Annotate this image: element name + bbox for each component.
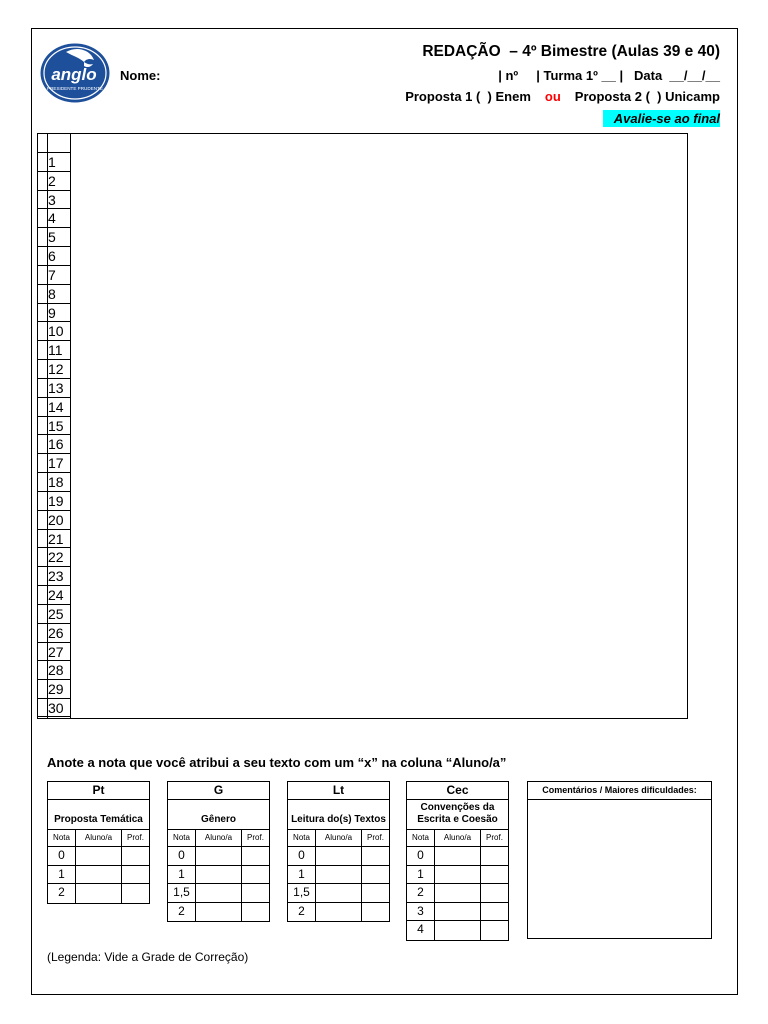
rubric-name: Proposta Temática — [48, 800, 149, 830]
line-number: 16 — [38, 434, 70, 453]
line-number: 14 — [38, 397, 70, 416]
line-number: 29 — [38, 679, 70, 698]
student-mark-cell — [196, 884, 242, 902]
grade-value: 1 — [168, 866, 196, 884]
line-number: 3 — [38, 190, 70, 209]
student-mark-cell — [196, 847, 242, 865]
teacher-mark-cell — [242, 884, 269, 902]
grade-value: 2 — [407, 884, 435, 902]
rubric-grade-row — [407, 903, 508, 922]
grade-value: 2 — [168, 903, 196, 922]
grade-value: 4 — [407, 921, 435, 940]
line-number: 17 — [38, 453, 70, 472]
student-mark-cell — [435, 884, 481, 902]
teacher-mark-cell — [362, 847, 389, 865]
line-number: 22 — [38, 547, 70, 566]
teacher-mark-cell — [362, 866, 389, 884]
rubric-grade-row — [168, 884, 269, 903]
line-number: 20 — [38, 510, 70, 529]
rubric-code: Pt — [48, 782, 149, 800]
rubric-code: Cec — [407, 782, 508, 800]
student-mark-cell — [196, 866, 242, 884]
line-number: 1 — [38, 152, 70, 171]
teacher-mark-cell — [122, 847, 149, 865]
student-mark-cell — [435, 847, 481, 865]
line-number: 7 — [38, 265, 70, 284]
proposal-2-option: Proposta 2 ( ) Unicamp — [574, 89, 720, 104]
grade-column-header: Nota — [288, 830, 316, 846]
line-number: 15 — [38, 416, 70, 435]
rubric-grade-row — [168, 903, 269, 922]
self-assess-note: Avalie-se ao final — [603, 110, 720, 127]
rubric-grade-row — [407, 866, 508, 885]
rubric-grade-row — [48, 884, 149, 903]
rubric-grade-row — [48, 847, 149, 866]
self-grading-instruction: Anote a nota que você atribui a seu texto com um “x” na coluna “Aluno/a” — [47, 755, 507, 770]
teacher-column-header: Prof. — [486, 833, 503, 842]
grade-column-header: Nota — [168, 830, 196, 846]
rubric-grade-row — [288, 903, 389, 922]
student-id-line: | nº | Turma 1º __ | Data __/__/__ — [498, 68, 720, 83]
teacher-mark-cell — [362, 903, 389, 922]
teacher-mark-cell — [481, 847, 508, 865]
rubric-code: G — [168, 782, 269, 800]
line-number: 27 — [38, 642, 70, 661]
rubric-table-lt — [287, 781, 390, 922]
student-column-header: Aluno/a — [196, 830, 242, 846]
teacher-mark-cell — [242, 866, 269, 884]
grade-value: 1,5 — [168, 884, 196, 902]
rubric-grade-row — [407, 921, 508, 940]
rubric-grade-row — [48, 866, 149, 885]
line-number: 11 — [38, 340, 70, 359]
rubric-grade-row — [288, 884, 389, 903]
teacher-mark-cell — [481, 903, 508, 921]
teacher-mark-cell — [242, 903, 269, 922]
grade-value: 2 — [48, 884, 76, 903]
grade-value: 1,5 — [288, 884, 316, 902]
student-column-header: Aluno/a — [76, 830, 122, 846]
grade-value: 1 — [48, 866, 76, 884]
rubric-grade-row — [168, 866, 269, 885]
teacher-mark-cell — [122, 866, 149, 884]
line-number: 13 — [38, 378, 70, 397]
student-mark-cell — [316, 866, 362, 884]
logo-subtext: PRESIDENTE PRUDENTE — [47, 86, 103, 91]
rubric-column-headers — [288, 830, 389, 847]
student-column-header: Aluno/a — [316, 830, 362, 846]
grade-value: 1 — [407, 866, 435, 884]
student-mark-cell — [76, 866, 122, 884]
line-number: 9 — [38, 303, 70, 322]
rubric-column-headers — [168, 830, 269, 847]
proposal-line — [405, 89, 720, 104]
grade-column-header: Nota — [48, 830, 76, 846]
page-title: REDAÇÃO – 4º Bimestre (Aulas 39 e 40) — [422, 43, 720, 60]
student-mark-cell — [76, 847, 122, 865]
grade-column-header: Nota — [407, 830, 435, 846]
rubric-grade-row — [407, 884, 508, 903]
student-mark-cell — [316, 847, 362, 865]
line-number: 18 — [38, 472, 70, 491]
line-number-column — [38, 134, 71, 718]
student-mark-cell — [76, 884, 122, 903]
teacher-column-header: Prof. — [127, 833, 144, 842]
student-column-header: Aluno/a — [435, 830, 481, 846]
line-number: 5 — [38, 227, 70, 246]
line-number: 24 — [38, 585, 70, 604]
legend-note: (Legenda: Vide a Grade de Correção) — [47, 950, 249, 964]
teacher-mark-cell — [122, 884, 149, 903]
rubric-table-cec — [406, 781, 509, 941]
rubric-name: Gênero — [168, 800, 269, 830]
student-mark-cell — [435, 921, 481, 940]
grade-value: 1 — [288, 866, 316, 884]
line-number: 19 — [38, 491, 70, 510]
rubric-grade-row — [407, 847, 508, 866]
teacher-column-header: Prof. — [367, 833, 384, 842]
grade-value: 0 — [407, 847, 435, 865]
rubric-table-pt — [47, 781, 150, 904]
line-number: 25 — [38, 604, 70, 623]
grade-value: 0 — [48, 847, 76, 865]
student-mark-cell — [316, 903, 362, 922]
line-number: 4 — [38, 208, 70, 227]
line-number: 12 — [38, 359, 70, 378]
student-mark-cell — [435, 903, 481, 921]
comments-label: Comentários / Maiores dificuldades: — [528, 782, 711, 800]
teacher-mark-cell — [481, 866, 508, 884]
teacher-column-header: Prof. — [247, 833, 264, 842]
student-mark-cell — [316, 884, 362, 902]
grade-value: 0 — [288, 847, 316, 865]
logo-text: anglo — [51, 65, 97, 84]
line-number: 21 — [38, 529, 70, 548]
line-number: 10 — [38, 321, 70, 340]
rubric-name: Convenções da Escrita e Coesão — [407, 800, 508, 830]
line-number: 28 — [38, 660, 70, 679]
rubric-grade-row — [288, 866, 389, 885]
line-number: 2 — [38, 171, 70, 190]
grade-value: 0 — [168, 847, 196, 865]
rubric-grade-row — [288, 847, 389, 866]
teacher-mark-cell — [481, 921, 508, 940]
line-number: 6 — [38, 246, 70, 265]
line-number: 23 — [38, 566, 70, 585]
comments-box — [527, 781, 712, 939]
proposal-1-option: Proposta 1 ( ) Enem — [405, 89, 531, 104]
writing-area — [37, 133, 688, 719]
or-separator: ou — [544, 89, 561, 104]
rubric-column-headers — [48, 830, 149, 847]
line-number: 30 — [38, 698, 70, 717]
teacher-mark-cell — [481, 884, 508, 902]
student-mark-cell — [435, 866, 481, 884]
line-number: 8 — [38, 284, 70, 303]
rubric-name: Leitura do(s) Textos — [288, 800, 389, 830]
grade-value: 2 — [288, 903, 316, 922]
teacher-mark-cell — [362, 884, 389, 902]
student-mark-cell — [196, 903, 242, 922]
anglo-logo-icon — [40, 43, 110, 103]
rubric-column-headers — [407, 830, 508, 847]
teacher-mark-cell — [242, 847, 269, 865]
line-number: 26 — [38, 623, 70, 642]
rubric-code: Lt — [288, 782, 389, 800]
rubric-grade-row — [168, 847, 269, 866]
grade-value: 3 — [407, 903, 435, 921]
rubric-table-g — [167, 781, 270, 922]
name-label: Nome: — [120, 68, 161, 83]
